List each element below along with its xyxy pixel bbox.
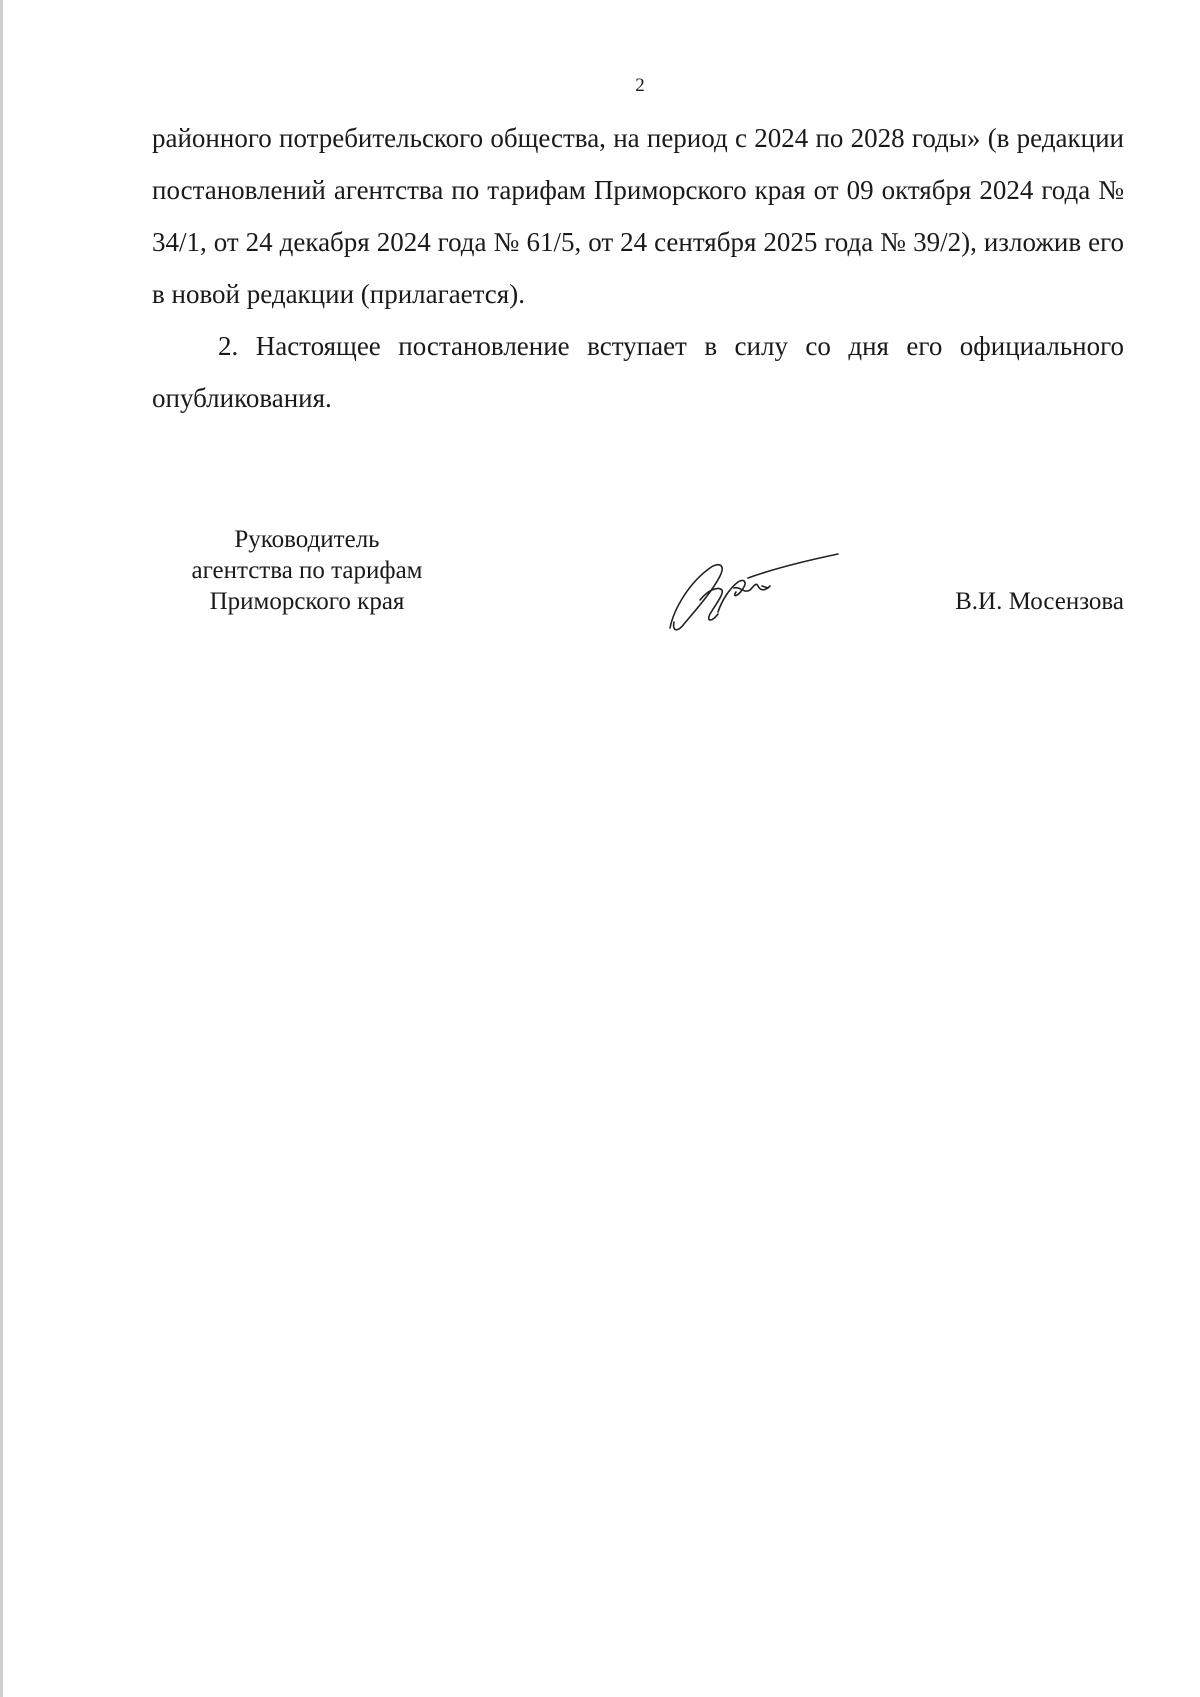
signer-position-line: агентства по тарифам [191, 557, 423, 584]
paragraph-effective-date: 2. Настоящее постановление вступает в силу со дня его официального опубликования. [152, 331, 1124, 413]
scan-edge-shadow [0, 0, 3, 1697]
signer-position [152, 524, 462, 617]
signer-position-line: Приморского края [209, 588, 405, 615]
signer-position-line: Руководитель [234, 526, 380, 553]
signer-name: В.И. Мосензова [955, 588, 1124, 615]
document-body [152, 112, 1124, 424]
paragraph-continuation: районного потребительского общества, на период с 2024 по 2028 годы» (в редакции постановлений агентства по тарифам Приморского края от 09 октября 2024 года № 34/1, от 24 декабря 2024 года № 61/5, от 24 сентября 2025 года № 39/2), изложив его в новой редакции (прилагается). [152, 123, 1124, 309]
page-number: 2 [635, 75, 645, 96]
signature-block [0, 524, 1200, 644]
handwritten-signature [660, 542, 860, 634]
